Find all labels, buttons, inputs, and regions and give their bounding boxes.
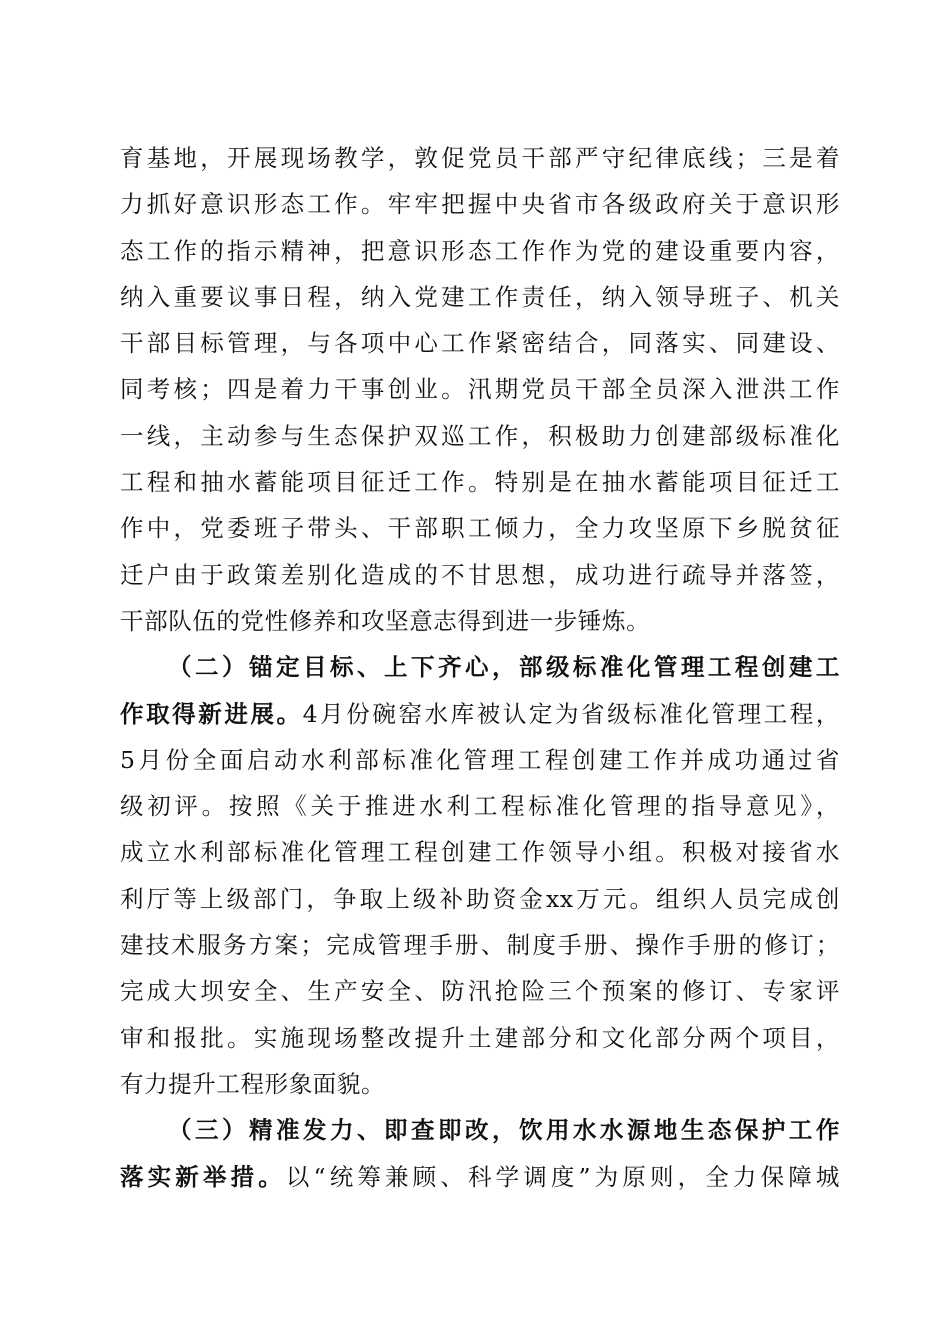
text-line: 利厅等上级部门，争取上级补助资金xx万元。组织人员完成创 bbox=[120, 884, 840, 913]
text-line: 力抓好意识形态工作。牢牢把握中央省市各级政府关于意识形 bbox=[120, 190, 840, 219]
text-line: 作中，党委班子带头、干部职工倾力，全力攻坚原下乡脱贫征 bbox=[120, 514, 840, 543]
text-line: 建技术服务方案；完成管理手册、制度手册、操作手册的修订； bbox=[120, 931, 840, 960]
text-line: 级初评。按照《关于推进水利工程标准化管理的指导意见》， bbox=[120, 792, 840, 821]
text-segment: 4月份碗窑水库被认定为省级标准化管理工程， bbox=[302, 699, 840, 728]
document-body bbox=[120, 135, 840, 1200]
text-line: 有力提升工程形象面貌。 bbox=[120, 1069, 386, 1098]
text-line: 工程和抽水蓄能项目征迁工作。特别是在抽水蓄能项目征迁工 bbox=[120, 468, 840, 497]
section-heading-tail: 落实新举措。 bbox=[120, 1162, 286, 1191]
text-line bbox=[120, 691, 840, 737]
text-line: 5月份全面启动水利部标准化管理工程创建工作并成功通过省 bbox=[120, 745, 840, 774]
text-line: 育基地，开展现场教学，敦促党员干部严守纪律底线；三是着 bbox=[120, 144, 840, 172]
text-line: 迁户由于政策差别化造成的不甘思想，成功进行疏导并落签， bbox=[120, 560, 840, 589]
text-line: 审和报批。实施现场整改提升土建部分和文化部分两个项目， bbox=[120, 1023, 840, 1052]
text-line: 纳入重要议事日程，纳入党建工作责任，纳入领导班子、机关 bbox=[120, 282, 840, 311]
text-line: 干部目标管理，与各项中心工作紧密结合，同落实、同建设、 bbox=[120, 329, 840, 358]
section-heading: （二）锚定目标、上下齐心，部级标准化管理工程创建工 bbox=[168, 653, 840, 682]
text-line: 成立水利部标准化管理工程创建工作领导小组。积极对接省水 bbox=[120, 838, 840, 867]
text-line: 态工作的指示精神，把意识形态工作作为党的建设重要内容， bbox=[120, 236, 840, 265]
section-heading-tail: 作取得新进展。 bbox=[120, 699, 303, 728]
text-line bbox=[120, 1154, 840, 1200]
text-segment: 以“统筹兼顾、科学调度”为原则，全力保障城 bbox=[285, 1162, 840, 1191]
text-line: 一线，主动参与生态保护双巡工作，积极助力创建部级标准化 bbox=[120, 421, 840, 450]
text-line: 完成大坝安全、生产安全、防汛抢险三个预案的修订、专家评 bbox=[120, 977, 840, 1006]
section-heading: （三）精准发力、即查即改，饮用水水源地生态保护工作 bbox=[168, 1116, 840, 1145]
text-line: 同考核；四是着力干事创业。汛期党员干部全员深入泄洪工作 bbox=[120, 375, 840, 404]
text-line: 干部队伍的党性修养和攻坚意志得到进一步锤炼。 bbox=[120, 606, 651, 635]
